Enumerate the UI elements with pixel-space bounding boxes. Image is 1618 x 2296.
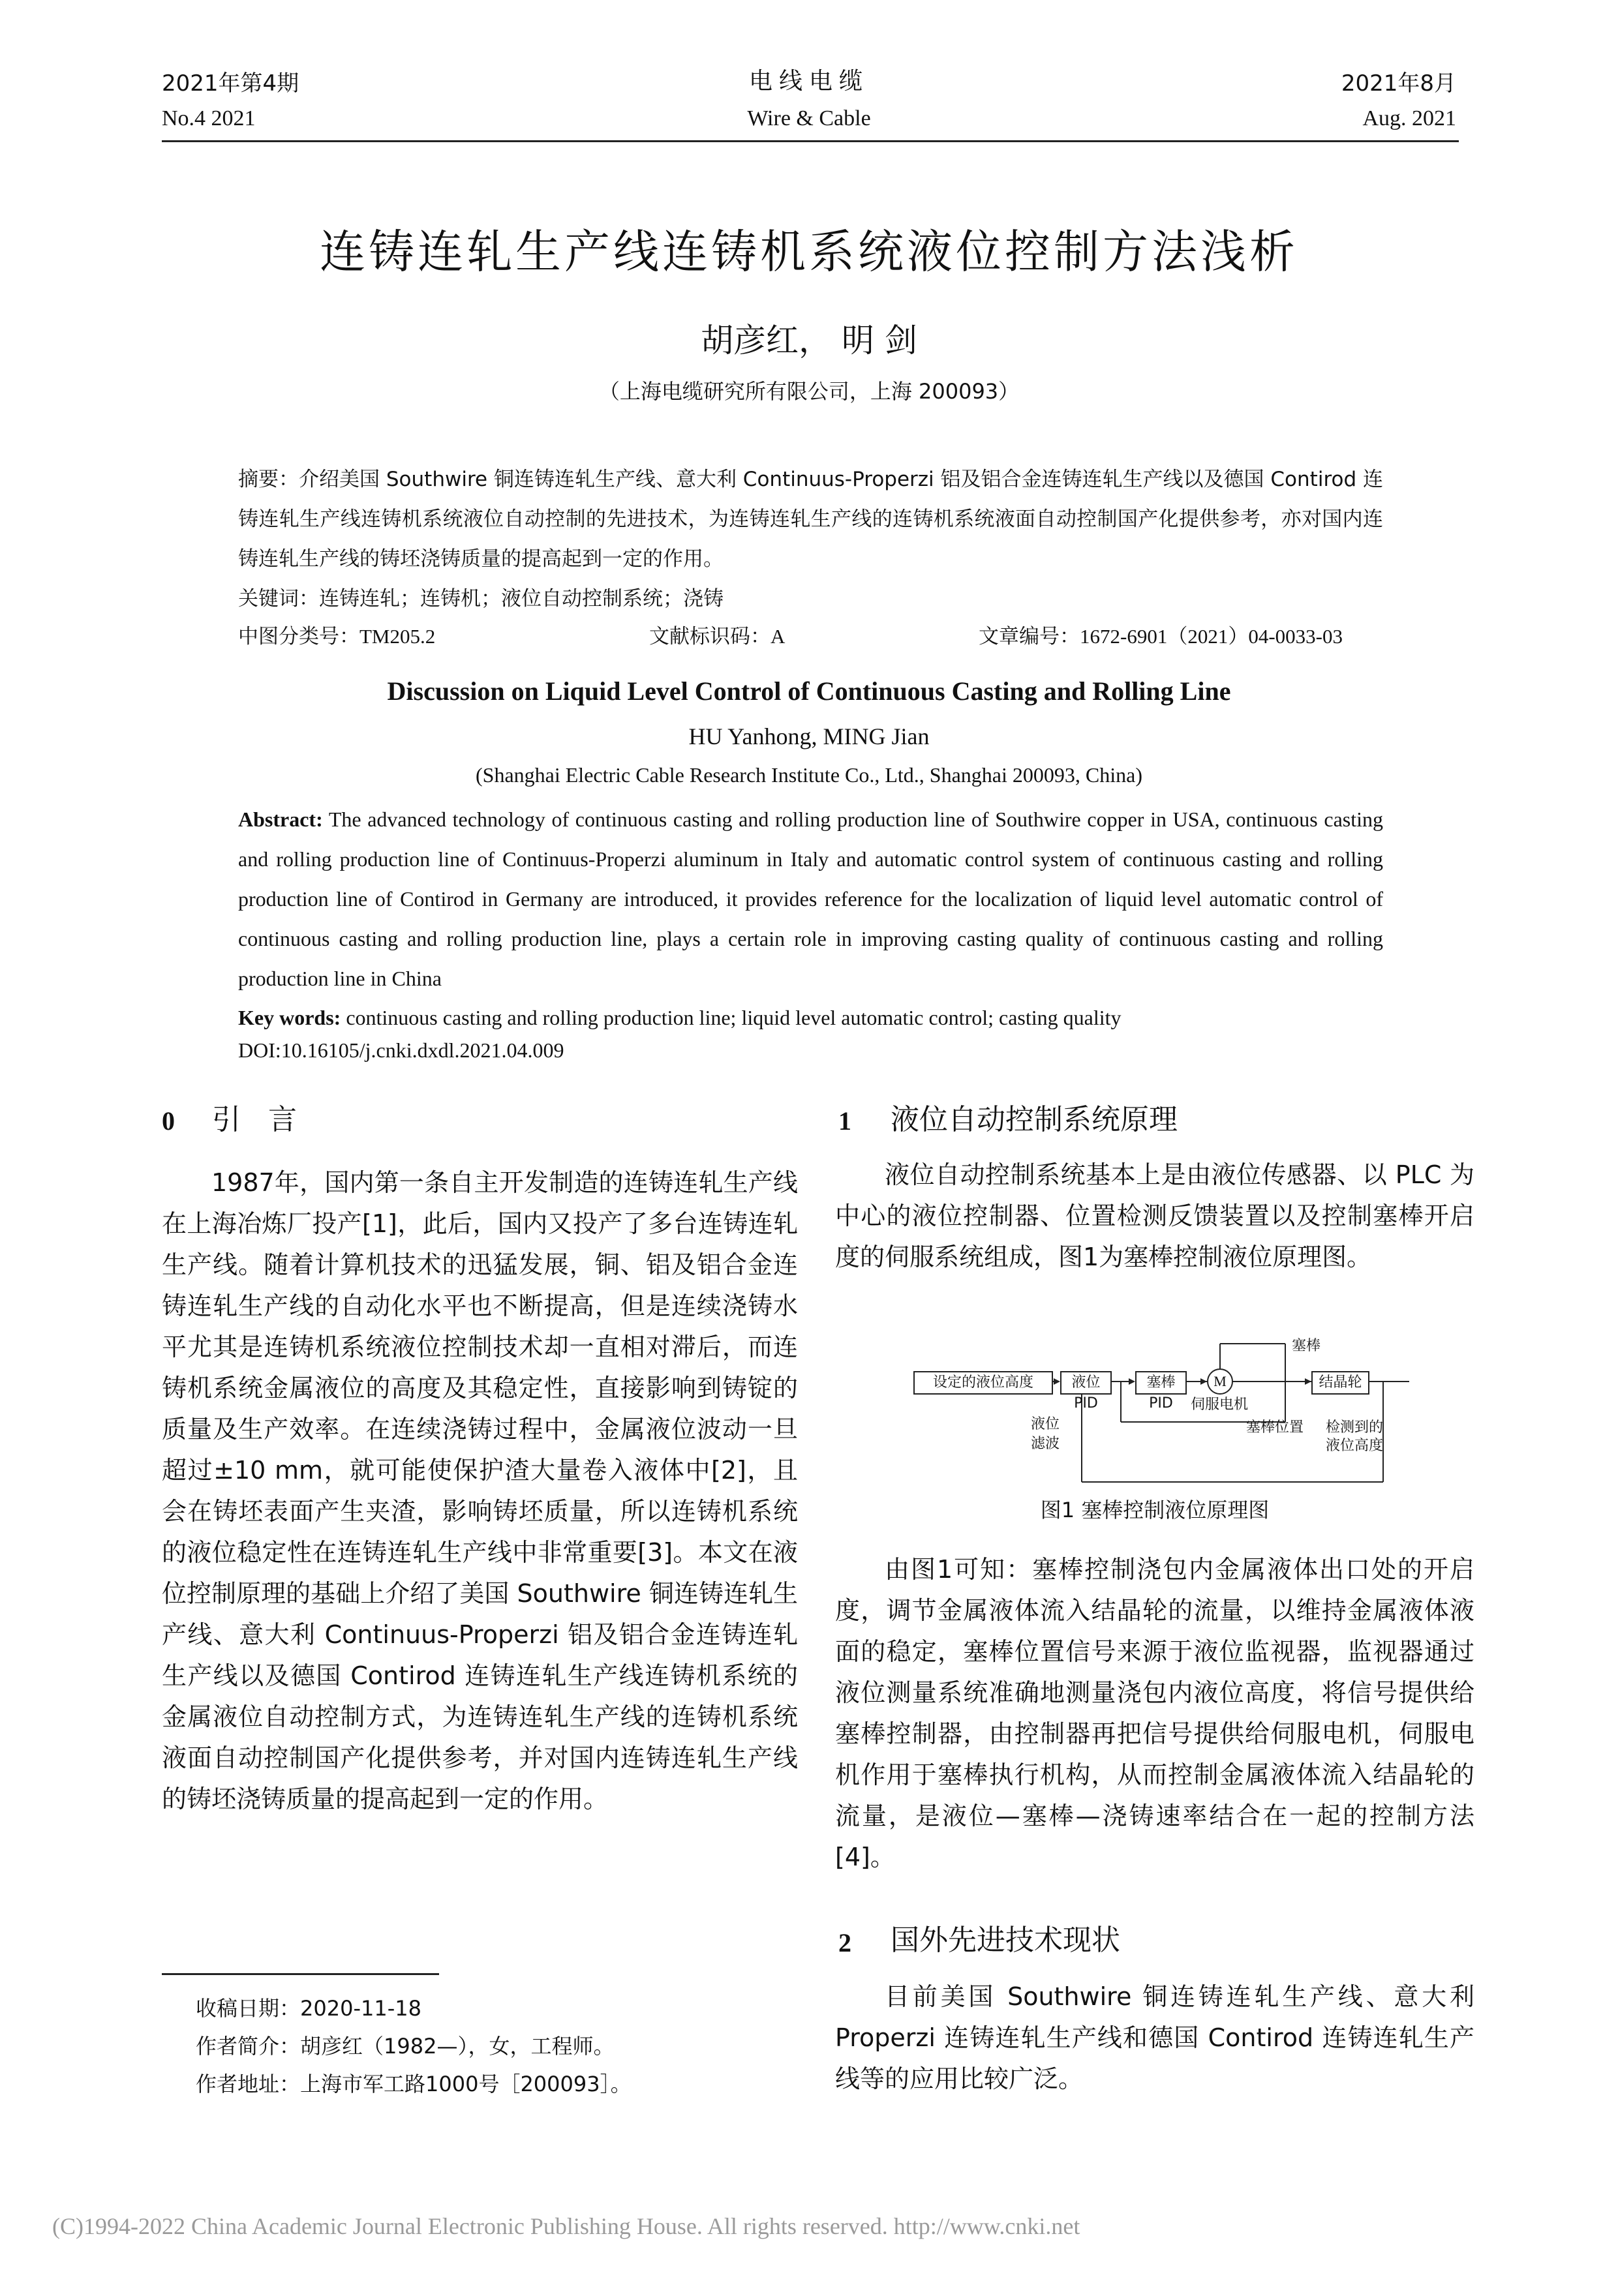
section-2-paragraph: 目前美国 Southwire 铜连铸连轧生产线、意大利 Properzi 连铸连轧生产线和德国 Contirod 连铸连轧生产线等的应用比较广泛。 <box>835 1982 1474 2093</box>
abstract-en-label: Abstract: <box>238 808 323 831</box>
figure-box-setpoint: 设定的液位高度 <box>913 1371 1053 1395</box>
figure-label-level-filter-2: 滤波 <box>1031 1436 1060 1452</box>
header-issue-en: No.4 2021 <box>162 106 256 130</box>
document-code <box>649 620 785 649</box>
abstract-en <box>238 800 1383 999</box>
clc-number <box>238 620 435 649</box>
section-0-title: 引 言 <box>212 1103 306 1136</box>
section-2-title: 国外先进技术现状 <box>891 1924 1120 1957</box>
header-date-en: Aug. 2021 <box>1362 106 1456 130</box>
doi: DOI:10.16105/j.cnki.dxdl.2021.04.009 <box>238 1038 564 1062</box>
copyright-notice: (C)1994-2022 China Academic Journal Electronic Publishing House. All rights reserved. http://www.cnki.net <box>52 2213 1080 2239</box>
header-rule <box>162 140 1459 142</box>
header-issue-cn: 2021年第4期 <box>162 70 299 97</box>
abstract-cn <box>238 460 1383 579</box>
figure-servo-motor: M <box>1207 1368 1233 1395</box>
doccode-value: A <box>771 625 786 648</box>
english-title: Discussion on Liquid Level Control of Continuous Casting and Rolling Line <box>387 676 1231 706</box>
section-1-paragraph-1: 液位自动控制系统基本上是由液位传感器、以 PLC 为中心的液位控制器、位置检测反馈装置以及控制塞棒开启度的伺服系统组成，图1为塞棒控制液位原理图。 <box>835 1160 1474 1271</box>
paper-affiliation: （上海电缆研究所有限公司，上海 200093） <box>598 379 1020 404</box>
abstract-cn-label: 摘要： <box>238 468 299 491</box>
figure-label-detected-level-2: 液位高度 <box>1326 1438 1384 1454</box>
abstract-en-text: The advanced technology of continuous casting and rolling production line of Southwire copper in USA, continuous casting and rolling production line of Continuus-Properzi aluminum in Italy and automatic control system of continuous casting and rolling production line of Contirod in Germany are introduced, it provides reference for the localization of liquid level automatic control of continuous casting and rolling production line, plays a certain role in improving casting quality of continuous casting and rolling production line in China <box>238 808 1384 990</box>
section-0-number: 0 <box>162 1106 175 1136</box>
paper-title: 连铸连轧生产线连铸机系统液位控制方法浅析 <box>320 225 1298 279</box>
abstract-cn-text: 介绍美国 Southwire 铜连铸连轧生产线、意大利 Continuus-Properzi 铝及铝合金连铸连轧生产线以及德国 Contirod 连铸连轧生产线连铸机系统液位自动控制的先进技术，为连铸连轧生产线的连铸机系统液面自动控制国产化提供参考，亦对国内连铸连轧生产线的铸坯浇铸质量的提高起到一定的作用。 <box>238 468 1384 571</box>
keywords-cn <box>238 579 1383 619</box>
article-number <box>979 620 1343 649</box>
footnote-bio: 作者简介：胡彦红（1982—），女，工程师。 <box>196 2034 615 2059</box>
english-authors: HU Yanhong, MING Jian <box>688 723 930 749</box>
header-date-cn: 2021年8月 <box>1341 70 1456 97</box>
header-journal-en: Wire & Cable <box>747 106 871 130</box>
footnote-rule <box>162 1973 439 1975</box>
paper-authors: 胡彦红， 明 剑 <box>701 322 917 359</box>
figure-1 <box>913 1331 1422 1507</box>
footnote-received: 收稿日期：2020-11-18 <box>196 1996 421 2021</box>
section-0-paragraph: 1987年，国内第一条自主开发制造的连铸连轧生产线在上海冶炼厂投产[1]，此后，国内又投产了多台连铸连轧生产线。随着计算机技术的迅猛发展，铜、铝及铝合金连铸连轧生产线的自动化水平也不断提高，但是连续浇铸水平尤其是连铸机系统液位控制技术却一直相对滞后，而连铸机系统金属液位的高度及其稳定性，直接影响到铸锭的质量及生产效率。在连续浇铸过程中，金属液位波动一旦超过±10 mm，就可能使保护渣大量卷入液体中[2]，且会在铸坯表面产生夹渣，影响铸坯质量，所以连铸机系统的液位稳定性在连铸连轧生产线中非常重要[3]。本文在液位控制原理的基础上介绍了美国 Southwire 铜连铸连轧生产线、意大利 Continuus-Properzi 铝及铝合金连铸连轧生产线以及德国 Contirod 连铸连轧生产线连铸机系统的金属液位自动控制方式，为连铸连轧生产线的连铸机系统液面自动控制国产化提供参考，并对国内连铸连轧生产线的铸坯浇铸质量的提高起到一定的作用。 <box>162 1168 798 1813</box>
articleno-label: 文章编号： <box>979 625 1080 648</box>
section-2-number: 2 <box>838 1928 851 1957</box>
english-affiliation: (Shanghai Electric Cable Research Institute Co., Ltd., Shanghai 200093, China) <box>476 763 1142 787</box>
clc-value: TM205.2 <box>359 625 436 648</box>
figure-1-caption: 图1 塞棒控制液位原理图 <box>1040 1498 1270 1522</box>
keywords-cn-label: 关键词： <box>238 587 319 611</box>
figure-label-stopper-rod: 塞棒 <box>1292 1338 1321 1354</box>
keywords-en <box>238 998 1383 1038</box>
figure-box-rod-pid: 塞棒PID <box>1135 1371 1187 1395</box>
figure-label-rod-position: 塞棒位置 <box>1246 1419 1304 1436</box>
figure-box-crystallizer-wheel: 结晶轮 <box>1311 1371 1369 1395</box>
figure-label-level-filter-1: 液位 <box>1031 1416 1060 1432</box>
figure-label-servo-motor: 伺服电机 <box>1191 1397 1249 1413</box>
section-1-title: 液位自动控制系统原理 <box>891 1103 1178 1136</box>
articleno-value: 1672-6901（2021）04-0033-03 <box>1080 625 1343 648</box>
figure-label-detected-level-1: 检测到的 <box>1326 1419 1384 1436</box>
doccode-label: 文献标识码： <box>649 625 771 648</box>
section-1-paragraph-2: 由图1可知：塞棒控制浇包内金属液体出口处的开启度，调节金属液体流入结晶轮的流量，以维持金属液体液面的稳定，塞棒位置信号来源于液位监视器，监视器通过液位测量系统准确地测量浇包内液位高度，将信号提供给塞棒控制器，由控制器再把信号提供给伺服电机，伺服电机作用于塞棒执行机构，从而控制金属液体流入结晶轮的流量，是液位—塞棒—浇铸速率结合在一起的控制方法[4]。 <box>835 1555 1474 1871</box>
section-1-number: 1 <box>838 1106 851 1136</box>
header-journal-cn: 电线电缆 <box>748 68 869 95</box>
keywords-en-text: continuous casting and rolling production line; liquid level automatic control; casting quality <box>346 1006 1122 1029</box>
keywords-en-label: Key words: <box>238 1006 341 1029</box>
figure-box-level-pid: 液位PID <box>1060 1371 1112 1395</box>
clc-label: 中图分类号： <box>238 625 359 648</box>
footnote-address: 作者地址：上海市军工路1000号［200093］。 <box>196 2072 632 2096</box>
keywords-cn-text: 连铸连轧；连铸机；液位自动控制系统；浇铸 <box>319 587 724 611</box>
